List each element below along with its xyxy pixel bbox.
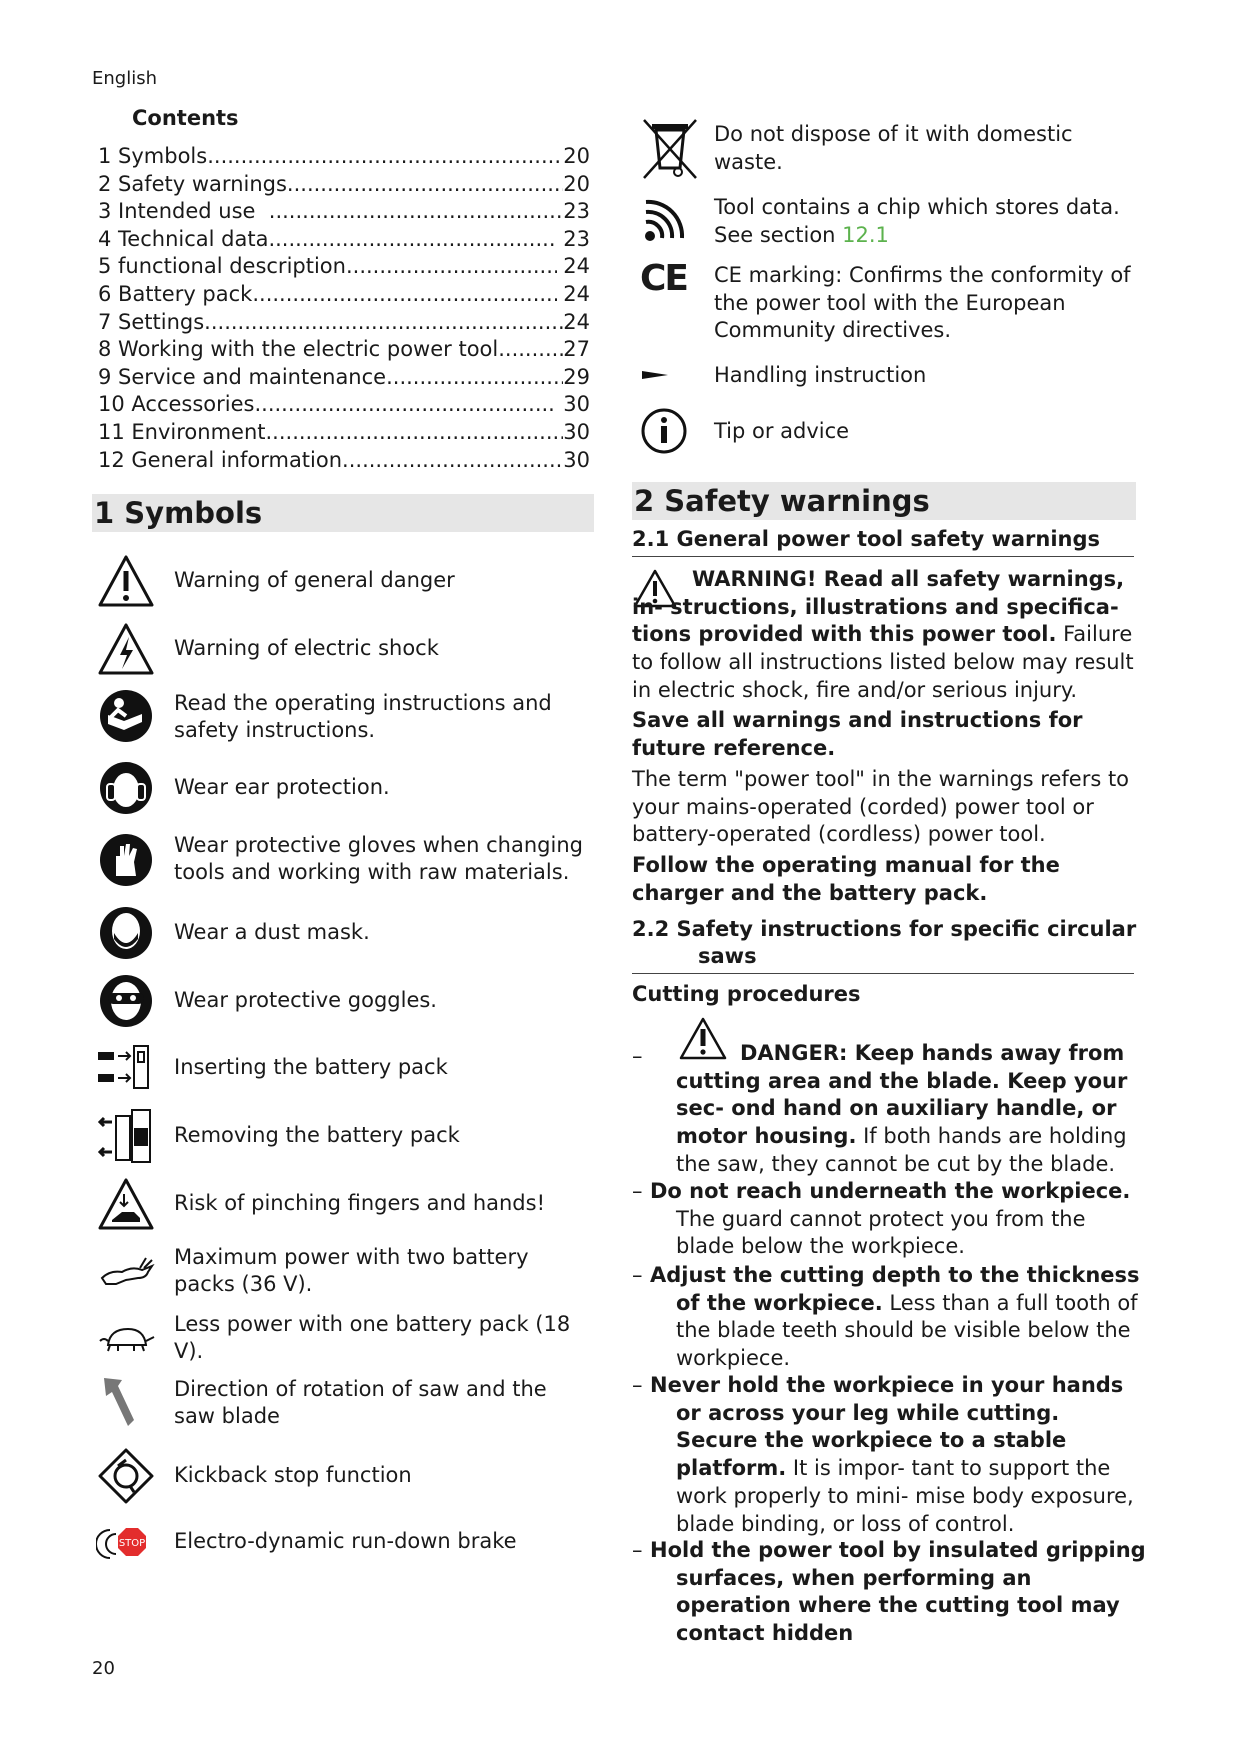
bullet-item: – Hold the power tool by insulated gripping surfaces, when performing an operation where the cutting tool may contact hidden [632, 1538, 1146, 1646]
section-heading-symbols: 1 Symbols [92, 494, 594, 532]
warning-paragraph: WARNING! Read all safety warnings, in- structions, illustrations and specifica- tions provided with this power tool. Failure to follow all instructions listed below may result in electric shock, fire and/or serious injury. [632, 567, 1134, 702]
crossed-bin-icon [640, 116, 700, 182]
electric-shock-icon [96, 621, 156, 677]
toc-entry[interactable]: 6 Battery pack ..... 24 [98, 282, 590, 310]
save-instructions: Save all warnings and instructions for future reference. [632, 708, 1083, 760]
bullet-dash: – [632, 1044, 643, 1068]
symbol-description: CE marking: Confirms the conformity of the power tool with the European Community directives. [714, 263, 1131, 342]
toc-entry[interactable]: 11 Environment ..... 30 [98, 420, 590, 448]
bullet-item: – Do not reach underneath the workpiece. The guard cannot protect you from the blade below the workpiece. [632, 1179, 1131, 1259]
symbol-description: Do not dispose of it with domestic waste. [714, 122, 1073, 174]
svg-text:STOP: STOP [118, 1538, 146, 1549]
divider [632, 556, 1134, 557]
warning-triangle-icon [96, 553, 156, 609]
table-of-contents [98, 144, 590, 475]
language-label: English [92, 68, 157, 89]
toc-entry[interactable]: 10 Accessories ..... 30 [98, 392, 590, 420]
pointer-arrow-icon [640, 365, 700, 385]
pinching-hands-icon [96, 1176, 156, 1232]
toc-entry[interactable]: 7 Settings ..... 24 [98, 310, 590, 338]
divider [632, 973, 1134, 974]
rotation-arrow-icon [96, 1376, 156, 1432]
remove-battery-icon [96, 1108, 156, 1164]
page-number: 20 [92, 1658, 115, 1679]
rfid-chip-icon [640, 194, 700, 250]
toc-entry[interactable]: 3 Intended use ..... 23 [98, 199, 590, 227]
toc-entry[interactable]: 2 Safety warnings ..... 20 [98, 172, 590, 200]
bullet-item: – Adjust the cutting depth to the thickness of the workpiece. Less than a full tooth of the blade teeth should be visible below the workpiece. [632, 1263, 1140, 1371]
subsection-heading: 2.2 Safety instructions for specific circular [632, 917, 1137, 941]
symbol-description: Tip or advice [714, 419, 850, 443]
cutting-procedures-heading: Cutting procedures [632, 982, 861, 1006]
stop-brake-icon [96, 1514, 156, 1570]
gloves-icon [96, 832, 156, 888]
toc-entry[interactable]: 5 functional description ..... 24 [98, 254, 590, 282]
symbol-description: Handling instruction [714, 363, 927, 387]
info-icon [640, 406, 700, 456]
kickback-stop-icon [96, 1448, 156, 1504]
goggles-icon [96, 973, 156, 1029]
bullet-item: DANGER: Keep hands away from cutting area and the blade. Keep your sec- ond hand on auxiliary handle, or motor housing. If both hands are holding the saw, they cannot be cut by the blade. [676, 1041, 1128, 1176]
toc-entry[interactable]: 8 Working with the electric power tool ..... 27 [98, 337, 590, 365]
ear-protection-icon [96, 760, 156, 816]
toc-entry[interactable]: 12 General information ..... 30 [98, 448, 590, 476]
hare-icon [96, 1244, 156, 1300]
symbol-description: Tool contains a chip which stores data. See section 12.1 [714, 195, 1120, 247]
subsection-heading-cont: saws [698, 944, 757, 968]
contents-title: Contents [132, 106, 239, 130]
toc-entry[interactable]: 9 Service and maintenance ..... 29 [98, 365, 590, 393]
tortoise-icon [96, 1311, 156, 1367]
follow-manual: Follow the operating manual for the charger and the battery pack. [632, 853, 1060, 905]
bullet-item: – Never hold the workpiece in your hands or across your leg while cutting. Secure the workpiece to a stable platform. It is impor- tant to support the work properly to mini- mise body exposure, blade binding, or loss of control. [632, 1373, 1134, 1536]
section-heading-safety: 2 Safety warnings [632, 482, 1136, 520]
ce-mark-icon: CE [640, 258, 688, 299]
subsection-heading: 2.1 General power tool safety warnings [632, 527, 1101, 551]
toc-entry[interactable]: 1 Symbols ..... 20 [98, 144, 590, 172]
insert-battery-icon [96, 1040, 156, 1096]
toc-entry[interactable]: 4 Technical data ..... 23 [98, 227, 590, 255]
section-link[interactable]: 12.1 [842, 222, 889, 247]
term-definition: The term "power tool" in the warnings refers to your mains-operated (corded) power tool or battery-operated (cordless) power tool. [632, 767, 1130, 847]
read-manual-icon [96, 688, 156, 744]
dust-mask-icon [96, 905, 156, 961]
